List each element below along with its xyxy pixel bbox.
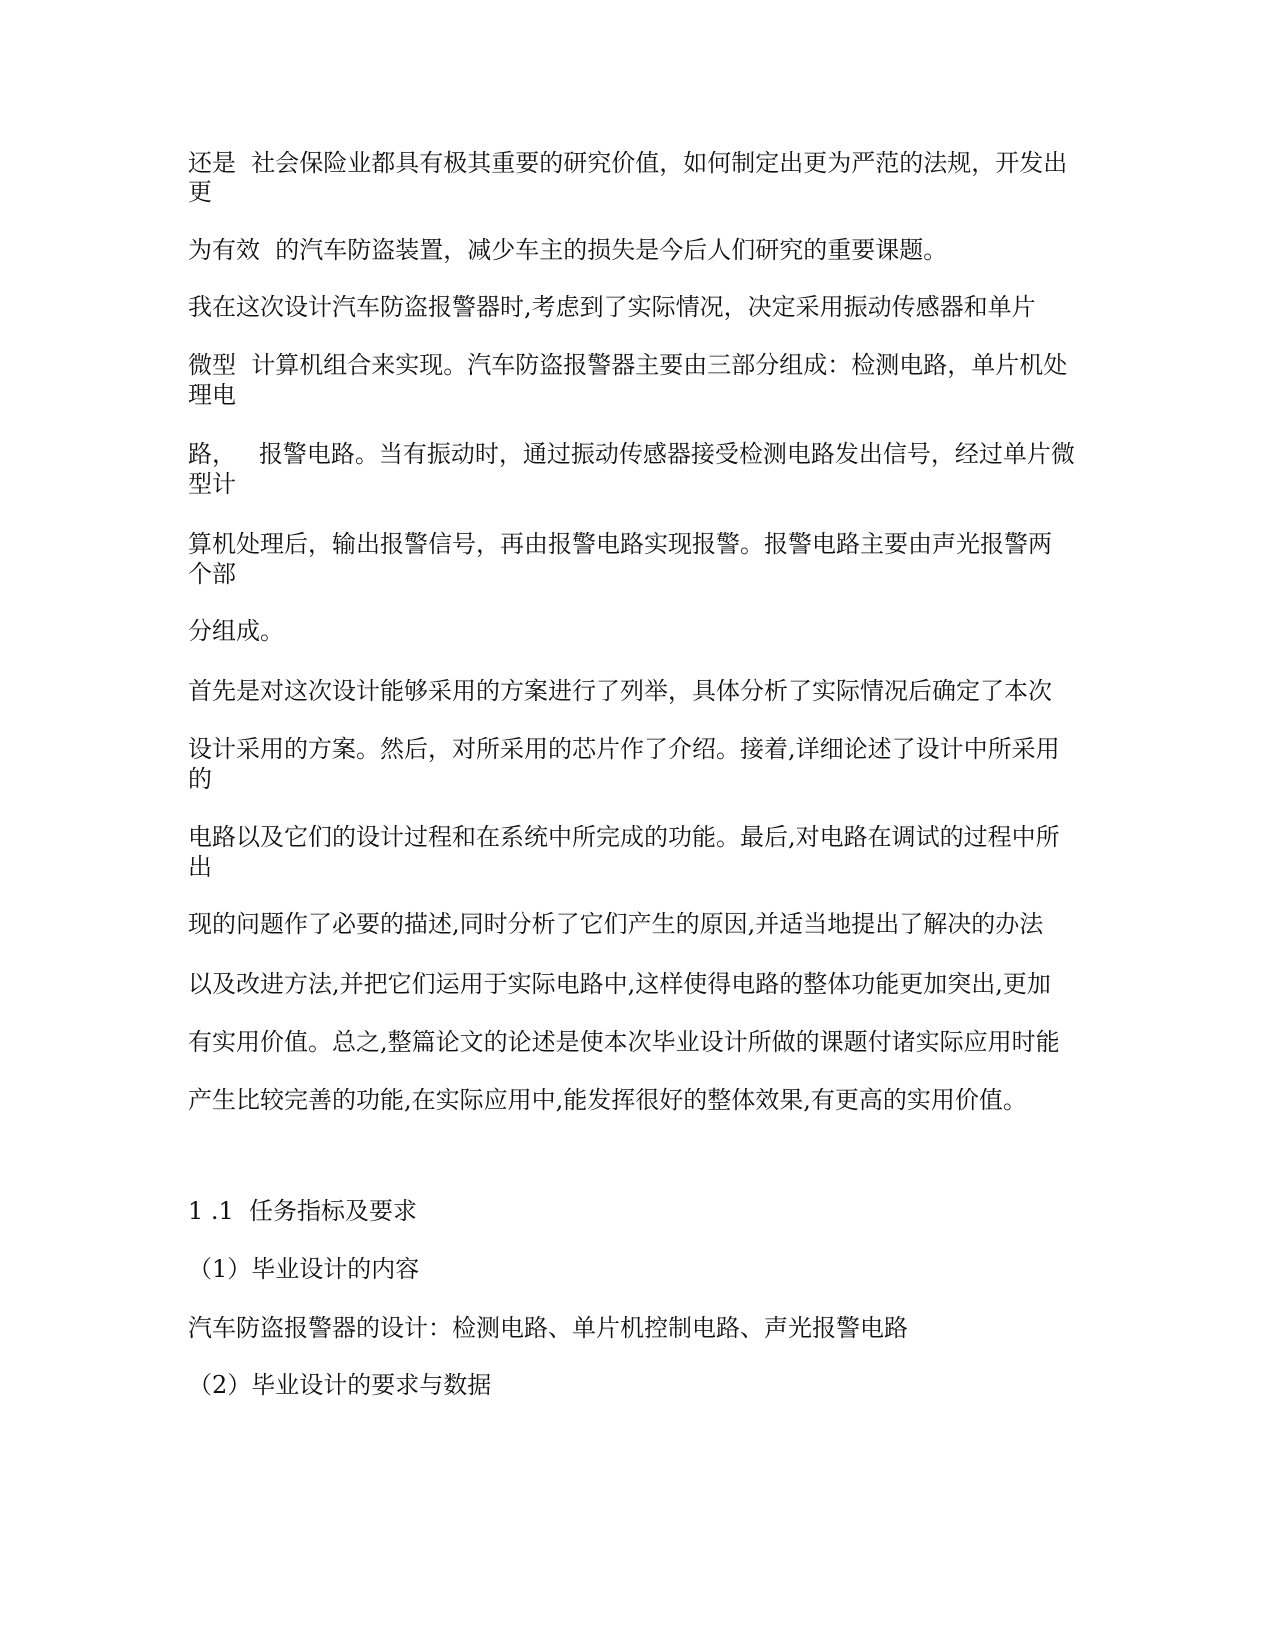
subsection-heading: （1）毕业设计的内容 xyxy=(188,1255,420,1283)
paragraph-line: 有实用价值。总之,整篇论文的论述是使本次毕业设计所做的课题付诸实际应用时能 xyxy=(188,1028,1060,1056)
paragraph-line: 设计采用的方案。然后，对所采用的芯片作了介绍。接着,详细论述了设计中所采用 xyxy=(188,735,1060,763)
section-heading: 1 .1 任务指标及要求 xyxy=(188,1197,418,1225)
paragraph-line: 微型 计算机组合来实现。汽车防盗报警器主要由三部分组成：检测电路，单片机处 xyxy=(188,351,1068,379)
paragraph-line: 个部 xyxy=(188,560,236,588)
paragraph-line: 我在这次设计汽车防盗报警器时,考虑到了实际情况，决定采用振动传感器和单片 xyxy=(188,293,1036,321)
paragraph-line: 更 xyxy=(188,178,212,206)
paragraph-line: 汽车防盗报警器的设计：检测电路、单片机控制电路、声光报警电路 xyxy=(188,1314,908,1342)
paragraph-line: 为有效 的汽车防盗装置，减少车主的损失是今后人们研究的重要课题。 xyxy=(188,236,948,264)
paragraph-line: 理电 xyxy=(188,381,236,409)
paragraph-line: 产生比较完善的功能,在实际应用中,能发挥很好的整体效果,有更高的实用价值。 xyxy=(188,1086,1027,1114)
paragraph-line: 出 xyxy=(188,853,212,881)
paragraph-line: 还是 社会保险业都具有极其重要的研究价值，如何制定出更为严范的法规，开发出 xyxy=(188,149,1068,177)
paragraph-line: 分组成。 xyxy=(188,617,284,645)
paragraph-line: 现的问题作了必要的描述,同时分析了它们产生的原因,并适当地提出了解决的办法 xyxy=(188,910,1044,938)
subsection-heading: （2）毕业设计的要求与数据 xyxy=(188,1371,492,1399)
paragraph-line: 以及改进方法,并把它们运用于实际电路中,这样使得电路的整体功能更加突出,更加 xyxy=(188,970,1051,998)
paragraph-line: 的 xyxy=(188,765,212,793)
paragraph-line: 首先是对这次设计能够采用的方案进行了列举，具体分析了实际情况后确定了本次 xyxy=(188,677,1052,705)
paragraph-line: 路， 报警电路。当有振动时，通过振动传感器接受检测电路发出信号，经过单片微 xyxy=(188,440,1075,468)
paragraph-line: 电路以及它们的设计过程和在系统中所完成的功能。最后,对电路在调试的过程中所 xyxy=(188,823,1060,851)
paragraph-line: 型计 xyxy=(188,470,236,498)
paragraph-line: 算机处理后，输出报警信号，再由报警电路实现报警。报警电路主要由声光报警两 xyxy=(188,530,1052,558)
